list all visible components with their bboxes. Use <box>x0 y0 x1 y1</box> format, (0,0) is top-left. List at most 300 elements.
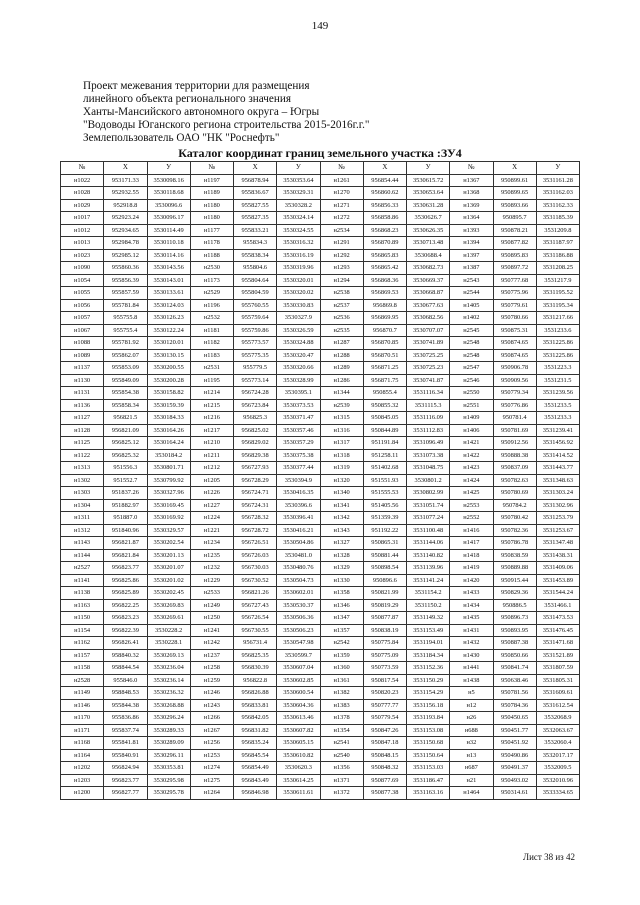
table-cell: 3530602.85 <box>277 674 320 687</box>
table-cell: 951192.22 <box>363 524 406 537</box>
table-cell: 951359.39 <box>363 512 406 525</box>
table-cell: 3531612.54 <box>536 699 579 712</box>
table-cell: 3531193.84 <box>407 712 450 725</box>
table-cell: н1012 <box>61 224 104 237</box>
table-cell: 956843.49 <box>234 774 277 787</box>
table-cell: 3530110.18 <box>147 237 190 250</box>
table-cell: 3530236.14 <box>147 674 190 687</box>
table-cell: 956869.8 <box>363 299 406 312</box>
table-cell: 951405.56 <box>363 499 406 512</box>
table-cell: н1202 <box>61 762 104 775</box>
table-cell: 3530122.24 <box>147 324 190 337</box>
table-cell: н1364 <box>450 212 493 225</box>
table-cell: 950775.96 <box>493 287 536 300</box>
table-cell: 955836.67 <box>234 187 277 200</box>
table-cell: 955836.86 <box>104 712 147 725</box>
table-cell: н1177 <box>190 224 233 237</box>
column-header: X <box>363 162 406 175</box>
table-cell: 950776.86 <box>493 399 536 412</box>
table-cell: н1329 <box>320 562 363 575</box>
table-cell: н1340 <box>320 487 363 500</box>
table-cell: н1181 <box>190 324 233 337</box>
table-cell: 955838.34 <box>234 249 277 262</box>
table-cell: 956727.93 <box>234 462 277 475</box>
table-cell: н1171 <box>61 724 104 737</box>
table-cell: 3530296.11 <box>147 749 190 762</box>
table-cell: 3531348.63 <box>536 474 579 487</box>
header-line: Землепользователь ОАО "НК "Роснефть" <box>83 132 280 144</box>
table-cell: н1274 <box>190 762 233 775</box>
table-cell: 3530295.78 <box>147 787 190 800</box>
table-cell: н1359 <box>320 649 363 662</box>
table-cell: н2542 <box>320 637 363 650</box>
table-cell: н1292 <box>320 249 363 262</box>
table-cell: 3530169.45 <box>147 499 190 512</box>
table-cell: 950874.65 <box>493 349 536 362</box>
table-cell: н1464 <box>450 787 493 800</box>
table-cell: 3531438.31 <box>536 549 579 562</box>
table-cell: 950844.89 <box>363 424 406 437</box>
table-cell: н1144 <box>61 549 104 562</box>
table-cell: 955857.59 <box>104 287 147 300</box>
table-cell: 3530202.45 <box>147 587 190 600</box>
table-cell: 956724.71 <box>234 487 277 500</box>
table-row <box>61 274 580 287</box>
table-cell: 3530357.29 <box>277 437 320 450</box>
table-cell: н2531 <box>190 362 233 375</box>
table-cell: 956860.62 <box>363 187 406 200</box>
table-cell: 3531233.5 <box>536 399 579 412</box>
table-cell: н1180 <box>190 199 233 212</box>
table-cell: 3531453.89 <box>536 574 579 587</box>
table-row <box>61 662 580 675</box>
table-cell: 3531195.34 <box>536 299 579 312</box>
table-cell: 3530327.96 <box>147 487 190 500</box>
table-cell: н1344 <box>320 387 363 400</box>
table-cell: н1141 <box>61 574 104 587</box>
table-cell: 3530506.23 <box>277 624 320 637</box>
table-cell: н1212 <box>190 462 233 475</box>
table-cell: н1367 <box>450 174 493 187</box>
table-cell: н1232 <box>190 562 233 575</box>
table-cell: н2553 <box>450 499 493 512</box>
table-cell: 950781.4 <box>493 412 536 425</box>
table-cell: 3530611.61 <box>277 787 320 800</box>
table-cell: 950782.63 <box>493 474 536 487</box>
table-cell: н687 <box>450 762 493 775</box>
table-cell: н1368 <box>450 187 493 200</box>
table-row <box>61 687 580 700</box>
table-cell: н2550 <box>450 387 493 400</box>
table-cell: н1267 <box>190 724 233 737</box>
table-cell: 950915.44 <box>493 574 536 587</box>
table-cell: 953171.33 <box>104 174 147 187</box>
table-cell: 3532010.96 <box>536 774 579 787</box>
table-cell: н1137 <box>61 362 104 375</box>
table-cell: 958844.54 <box>104 662 147 675</box>
table-cell: 950893.95 <box>493 624 536 637</box>
table-cell: 3531162.03 <box>536 187 579 200</box>
table-cell: н2532 <box>190 312 233 325</box>
table-cell: 3530324.88 <box>277 337 320 350</box>
table-cell: 3530613.46 <box>277 712 320 725</box>
table-cell: 3531163.16 <box>407 787 450 800</box>
table-row <box>61 599 580 612</box>
table-cell: 3531144.06 <box>407 537 450 550</box>
table-cell: н1272 <box>320 212 363 225</box>
table-cell: 950490.86 <box>493 749 536 762</box>
table-cell: 950855.4 <box>363 387 406 400</box>
table-cell: 951837.26 <box>104 487 147 500</box>
table-cell: 3531116.09 <box>407 412 450 425</box>
table-cell: н1311 <box>61 512 104 525</box>
table-cell: н1243 <box>190 699 233 712</box>
table-cell: 3530184.33 <box>147 412 190 425</box>
table-cell: н1315 <box>320 412 363 425</box>
table-cell: н1127 <box>61 412 104 425</box>
table-cell: н1215 <box>190 399 233 412</box>
table-row <box>61 537 580 550</box>
table-cell: 955827.35 <box>234 212 277 225</box>
table-cell: 950909.56 <box>493 374 536 387</box>
table-cell: 3530620.3 <box>277 762 320 775</box>
table-cell: 3530236.04 <box>147 662 190 675</box>
table-cell: н1438 <box>450 674 493 687</box>
table-cell: 950848.32 <box>363 762 406 775</box>
table-cell: н1317 <box>320 437 363 450</box>
table-cell: 956854.44 <box>363 174 406 187</box>
table-cell: 950784.36 <box>493 699 536 712</box>
table-cell: н1409 <box>450 412 493 425</box>
table-cell: 951882.97 <box>104 499 147 512</box>
table-cell: 956871.25 <box>363 362 406 375</box>
table-cell: н1378 <box>320 712 363 725</box>
table-cell: 3531225.86 <box>536 337 579 350</box>
table-cell: 3531153.08 <box>407 724 450 737</box>
table-cell: н1424 <box>450 474 493 487</box>
table-cell: 955862.07 <box>104 349 147 362</box>
table-cell: 955755.8 <box>104 312 147 325</box>
table-cell: 956856.33 <box>363 199 406 212</box>
table-cell: 3530396.6 <box>277 499 320 512</box>
table-cell: 3530169.92 <box>147 512 190 525</box>
table-cell: 950874.65 <box>493 337 536 350</box>
table-cell: 956825.86 <box>104 574 147 587</box>
table-cell: 956728.32 <box>234 512 277 525</box>
table-cell: н1013 <box>61 237 104 250</box>
table-cell: 3531302.96 <box>536 499 579 512</box>
table-cell: 3531100.48 <box>407 524 450 537</box>
table-cell: 950451.77 <box>493 724 536 737</box>
table-cell: 3530677.63 <box>407 299 450 312</box>
table-cell: 3531217.66 <box>536 312 579 325</box>
table-cell: 956724.28 <box>234 387 277 400</box>
table-cell: н2538 <box>320 287 363 300</box>
table-cell: 950889.88 <box>493 562 536 575</box>
table-cell: 3531153.49 <box>407 624 450 637</box>
table-cell: н5 <box>450 687 493 700</box>
column-header: № <box>190 162 233 175</box>
table-cell: н1157 <box>61 649 104 662</box>
table-cell: 3530713.48 <box>407 237 450 250</box>
table-cell: 3530184.2 <box>147 449 190 462</box>
table-cell: н1235 <box>190 549 233 562</box>
table-cell: 3531409.06 <box>536 562 579 575</box>
table-cell: н1406 <box>450 424 493 437</box>
table-row <box>61 424 580 437</box>
table-cell: н1022 <box>61 174 104 187</box>
table-cell: н1197 <box>190 174 233 187</box>
table-cell: н2534 <box>320 224 363 237</box>
table-cell: н1304 <box>61 499 104 512</box>
column-header: X <box>104 162 147 175</box>
table-row <box>61 262 580 275</box>
table-cell: н1028 <box>61 187 104 200</box>
table-cell: 3531096.49 <box>407 437 450 450</box>
table-cell: 956728.29 <box>234 474 277 487</box>
table-cell: н1356 <box>320 762 363 775</box>
table-cell: 3530120.01 <box>147 337 190 350</box>
table-cell: 952934.65 <box>104 224 147 237</box>
table-cell: н21 <box>450 774 493 787</box>
table-cell: 956827.77 <box>104 787 147 800</box>
table-cell: н1023 <box>61 249 104 262</box>
table-cell: 950896.6 <box>363 574 406 587</box>
table-cell: 956868.36 <box>363 274 406 287</box>
table-cell: 3530506.36 <box>277 612 320 625</box>
table-cell: 3530631.28 <box>407 199 450 212</box>
table-cell: н1372 <box>320 787 363 800</box>
table-cell: н2548 <box>450 349 493 362</box>
table-cell: 950450.65 <box>493 712 536 725</box>
table-cell: н1253 <box>190 749 233 762</box>
table-cell: 955804.6 <box>234 262 277 275</box>
table-cell: 3530118.68 <box>147 187 190 200</box>
table-cell: 956826.88 <box>234 687 277 700</box>
table-cell: 958840.32 <box>104 649 147 662</box>
table-row <box>61 749 580 762</box>
table-cell: 3530607.04 <box>277 662 320 675</box>
table-cell: н1242 <box>190 637 233 650</box>
table-cell: 950855.32 <box>363 399 406 412</box>
table-cell: 3530268.88 <box>147 699 190 712</box>
table-cell: 950841.74 <box>493 662 536 675</box>
table-cell: н1405 <box>450 299 493 312</box>
table-cell: 950877.69 <box>363 774 406 787</box>
table-cell: 3530269.61 <box>147 612 190 625</box>
table-cell: 956726.03 <box>234 549 277 562</box>
table-cell: н1266 <box>190 712 233 725</box>
table-cell: 3531115.3 <box>407 399 450 412</box>
table-cell: 3530201.13 <box>147 549 190 562</box>
table-cell: 3530324.55 <box>277 224 320 237</box>
table-cell: н13 <box>450 749 493 762</box>
table-cell: 3530329.31 <box>277 187 320 200</box>
table-row <box>61 487 580 500</box>
table-cell: 3530353.64 <box>277 174 320 187</box>
table-cell: 956845.54 <box>234 749 277 762</box>
table-cell: н1221 <box>190 524 233 537</box>
table-cell: 3530626.35 <box>407 224 450 237</box>
table-row <box>61 412 580 425</box>
table-cell: 955760.55 <box>234 299 277 312</box>
table-cell: 3530600.54 <box>277 687 320 700</box>
table-cell: 956829.02 <box>234 437 277 450</box>
table-cell: 950899.65 <box>493 187 536 200</box>
table-cell: 3531544.24 <box>536 587 579 600</box>
table-row <box>61 187 580 200</box>
table-cell: 955834.3 <box>234 237 277 250</box>
table-cell: 3531154.29 <box>407 687 450 700</box>
table-row <box>61 587 580 600</box>
table-cell: 3530480.76 <box>277 562 320 575</box>
table-cell: 955755.4 <box>104 324 147 337</box>
table-cell: 3530164.24 <box>147 437 190 450</box>
table-cell: 3530096.6 <box>147 199 190 212</box>
table-cell: 3530316.19 <box>277 249 320 262</box>
table-cell: 950838.19 <box>363 624 406 637</box>
table-row <box>61 624 580 637</box>
table-cell: 3531471.68 <box>536 637 579 650</box>
table-cell: 951840.96 <box>104 524 147 537</box>
table-cell: н1432 <box>450 637 493 650</box>
table-cell: 956825.35 <box>234 649 277 662</box>
table-cell: н1371 <box>320 774 363 787</box>
table-cell: н1246 <box>190 687 233 700</box>
table-cell: 950848.15 <box>363 749 406 762</box>
table-cell: н1146 <box>61 699 104 712</box>
table-cell: 3531077.24 <box>407 512 450 525</box>
table-cell: 3530371.47 <box>277 412 320 425</box>
table-cell: н1330 <box>320 574 363 587</box>
table-cell: н2540 <box>320 749 363 762</box>
table-cell: 950821.99 <box>363 587 406 600</box>
table-cell: 3531152.36 <box>407 662 450 675</box>
table-cell: 3531187.97 <box>536 237 579 250</box>
table-cell: н1136 <box>61 399 104 412</box>
table-cell: 3530296.24 <box>147 712 190 725</box>
table-row <box>61 237 580 250</box>
table-cell: н1288 <box>320 349 363 362</box>
table-cell: 956870.7 <box>363 324 406 337</box>
table-cell: 3530375.38 <box>277 449 320 462</box>
table-cell: 3530799.92 <box>147 474 190 487</box>
table-row <box>61 737 580 750</box>
table-cell: н1421 <box>450 437 493 450</box>
table-cell: 955759.86 <box>234 324 277 337</box>
table-cell: 3531140.82 <box>407 549 450 562</box>
table-cell: 950886.5 <box>493 599 536 612</box>
table-cell: н1158 <box>61 662 104 675</box>
table-cell: 3531805.31 <box>536 674 579 687</box>
column-header: X <box>493 162 536 175</box>
table-cell: н1394 <box>450 237 493 250</box>
table-cell: 3530741.87 <box>407 374 450 387</box>
table-cell: н1210 <box>190 437 233 450</box>
coordinates-table-head <box>61 162 580 175</box>
table-cell: 3530201.07 <box>147 562 190 575</box>
table-cell: 950877.87 <box>363 612 406 625</box>
table-cell: 950912.56 <box>493 437 536 450</box>
table-cell: 955849.09 <box>104 374 147 387</box>
table-cell: 3530530.37 <box>277 599 320 612</box>
table-cell: н1360 <box>320 662 363 675</box>
column-header: У <box>536 162 579 175</box>
table-cell: н1294 <box>320 274 363 287</box>
table-cell: 3531208.25 <box>536 262 579 275</box>
table-cell: 956825.02 <box>234 424 277 437</box>
table-cell: н2530 <box>190 262 233 275</box>
table-cell: н1055 <box>61 287 104 300</box>
table-row <box>61 674 580 687</box>
table-cell: 956846.98 <box>234 787 277 800</box>
table-cell: 950837.09 <box>493 462 536 475</box>
table-cell: 3530668.87 <box>407 287 450 300</box>
table-cell: 3530228.1 <box>147 637 190 650</box>
table-cell: 950775.84 <box>363 637 406 650</box>
table-cell: 951556.3 <box>104 462 147 475</box>
table-cell: н1183 <box>190 349 233 362</box>
table-cell: н1402 <box>450 312 493 325</box>
table-cell: н1343 <box>320 524 363 537</box>
table-cell: 3531209.8 <box>536 224 579 237</box>
table-cell: н1286 <box>320 374 363 387</box>
table-cell: н1180 <box>190 212 233 225</box>
table-cell: 3531141.24 <box>407 574 450 587</box>
table-cell: 3530324.14 <box>277 212 320 225</box>
table-cell: н1154 <box>61 624 104 637</box>
table-cell: н1422 <box>450 449 493 462</box>
table-cell: 3531154.2 <box>407 587 450 600</box>
table-cell: 956825.3 <box>234 412 277 425</box>
table-cell: 3530416.21 <box>277 524 320 537</box>
table-cell: н2533 <box>190 587 233 600</box>
header-line: Проект межевания территории для размещения <box>83 80 310 92</box>
table-cell: н1271 <box>320 199 363 212</box>
table-cell: 3530328.2 <box>277 199 320 212</box>
table-cell: н1382 <box>320 687 363 700</box>
table-cell: 3531253.79 <box>536 512 579 525</box>
table-cell: 955844.38 <box>104 699 147 712</box>
table-cell: 3530319.96 <box>277 262 320 275</box>
table-cell: 950314.61 <box>493 787 536 800</box>
table-cell: 950878.21 <box>493 224 536 237</box>
table-cell: 956825.32 <box>104 449 147 462</box>
table-cell: 950817.54 <box>363 674 406 687</box>
table-cell: 956869.53 <box>363 287 406 300</box>
table-cell: 3530202.54 <box>147 537 190 550</box>
table-cell: 3530802.99 <box>407 487 450 500</box>
table-cell: н1168 <box>61 737 104 750</box>
table-row <box>61 224 580 237</box>
table-cell: 3531473.53 <box>536 612 579 625</box>
table-cell: 950893.66 <box>493 199 536 212</box>
table-cell: н1203 <box>61 774 104 787</box>
table-cell: н1170 <box>61 712 104 725</box>
table-cell: н1425 <box>450 487 493 500</box>
table-cell: 3530481.0 <box>277 549 320 562</box>
table-cell: 3531231.5 <box>536 374 579 387</box>
sheet-footer: Лист 38 из 42 <box>523 852 575 862</box>
table-cell: 955833.21 <box>234 224 277 237</box>
table-cell: 950777.77 <box>363 699 406 712</box>
table-row <box>61 562 580 575</box>
table-cell: 3530607.82 <box>277 724 320 737</box>
table-cell: 3530688.4 <box>407 249 450 262</box>
table-cell: 3530504.73 <box>277 574 320 587</box>
table-cell: 956723.84 <box>234 399 277 412</box>
table-cell: 950865.31 <box>363 537 406 550</box>
